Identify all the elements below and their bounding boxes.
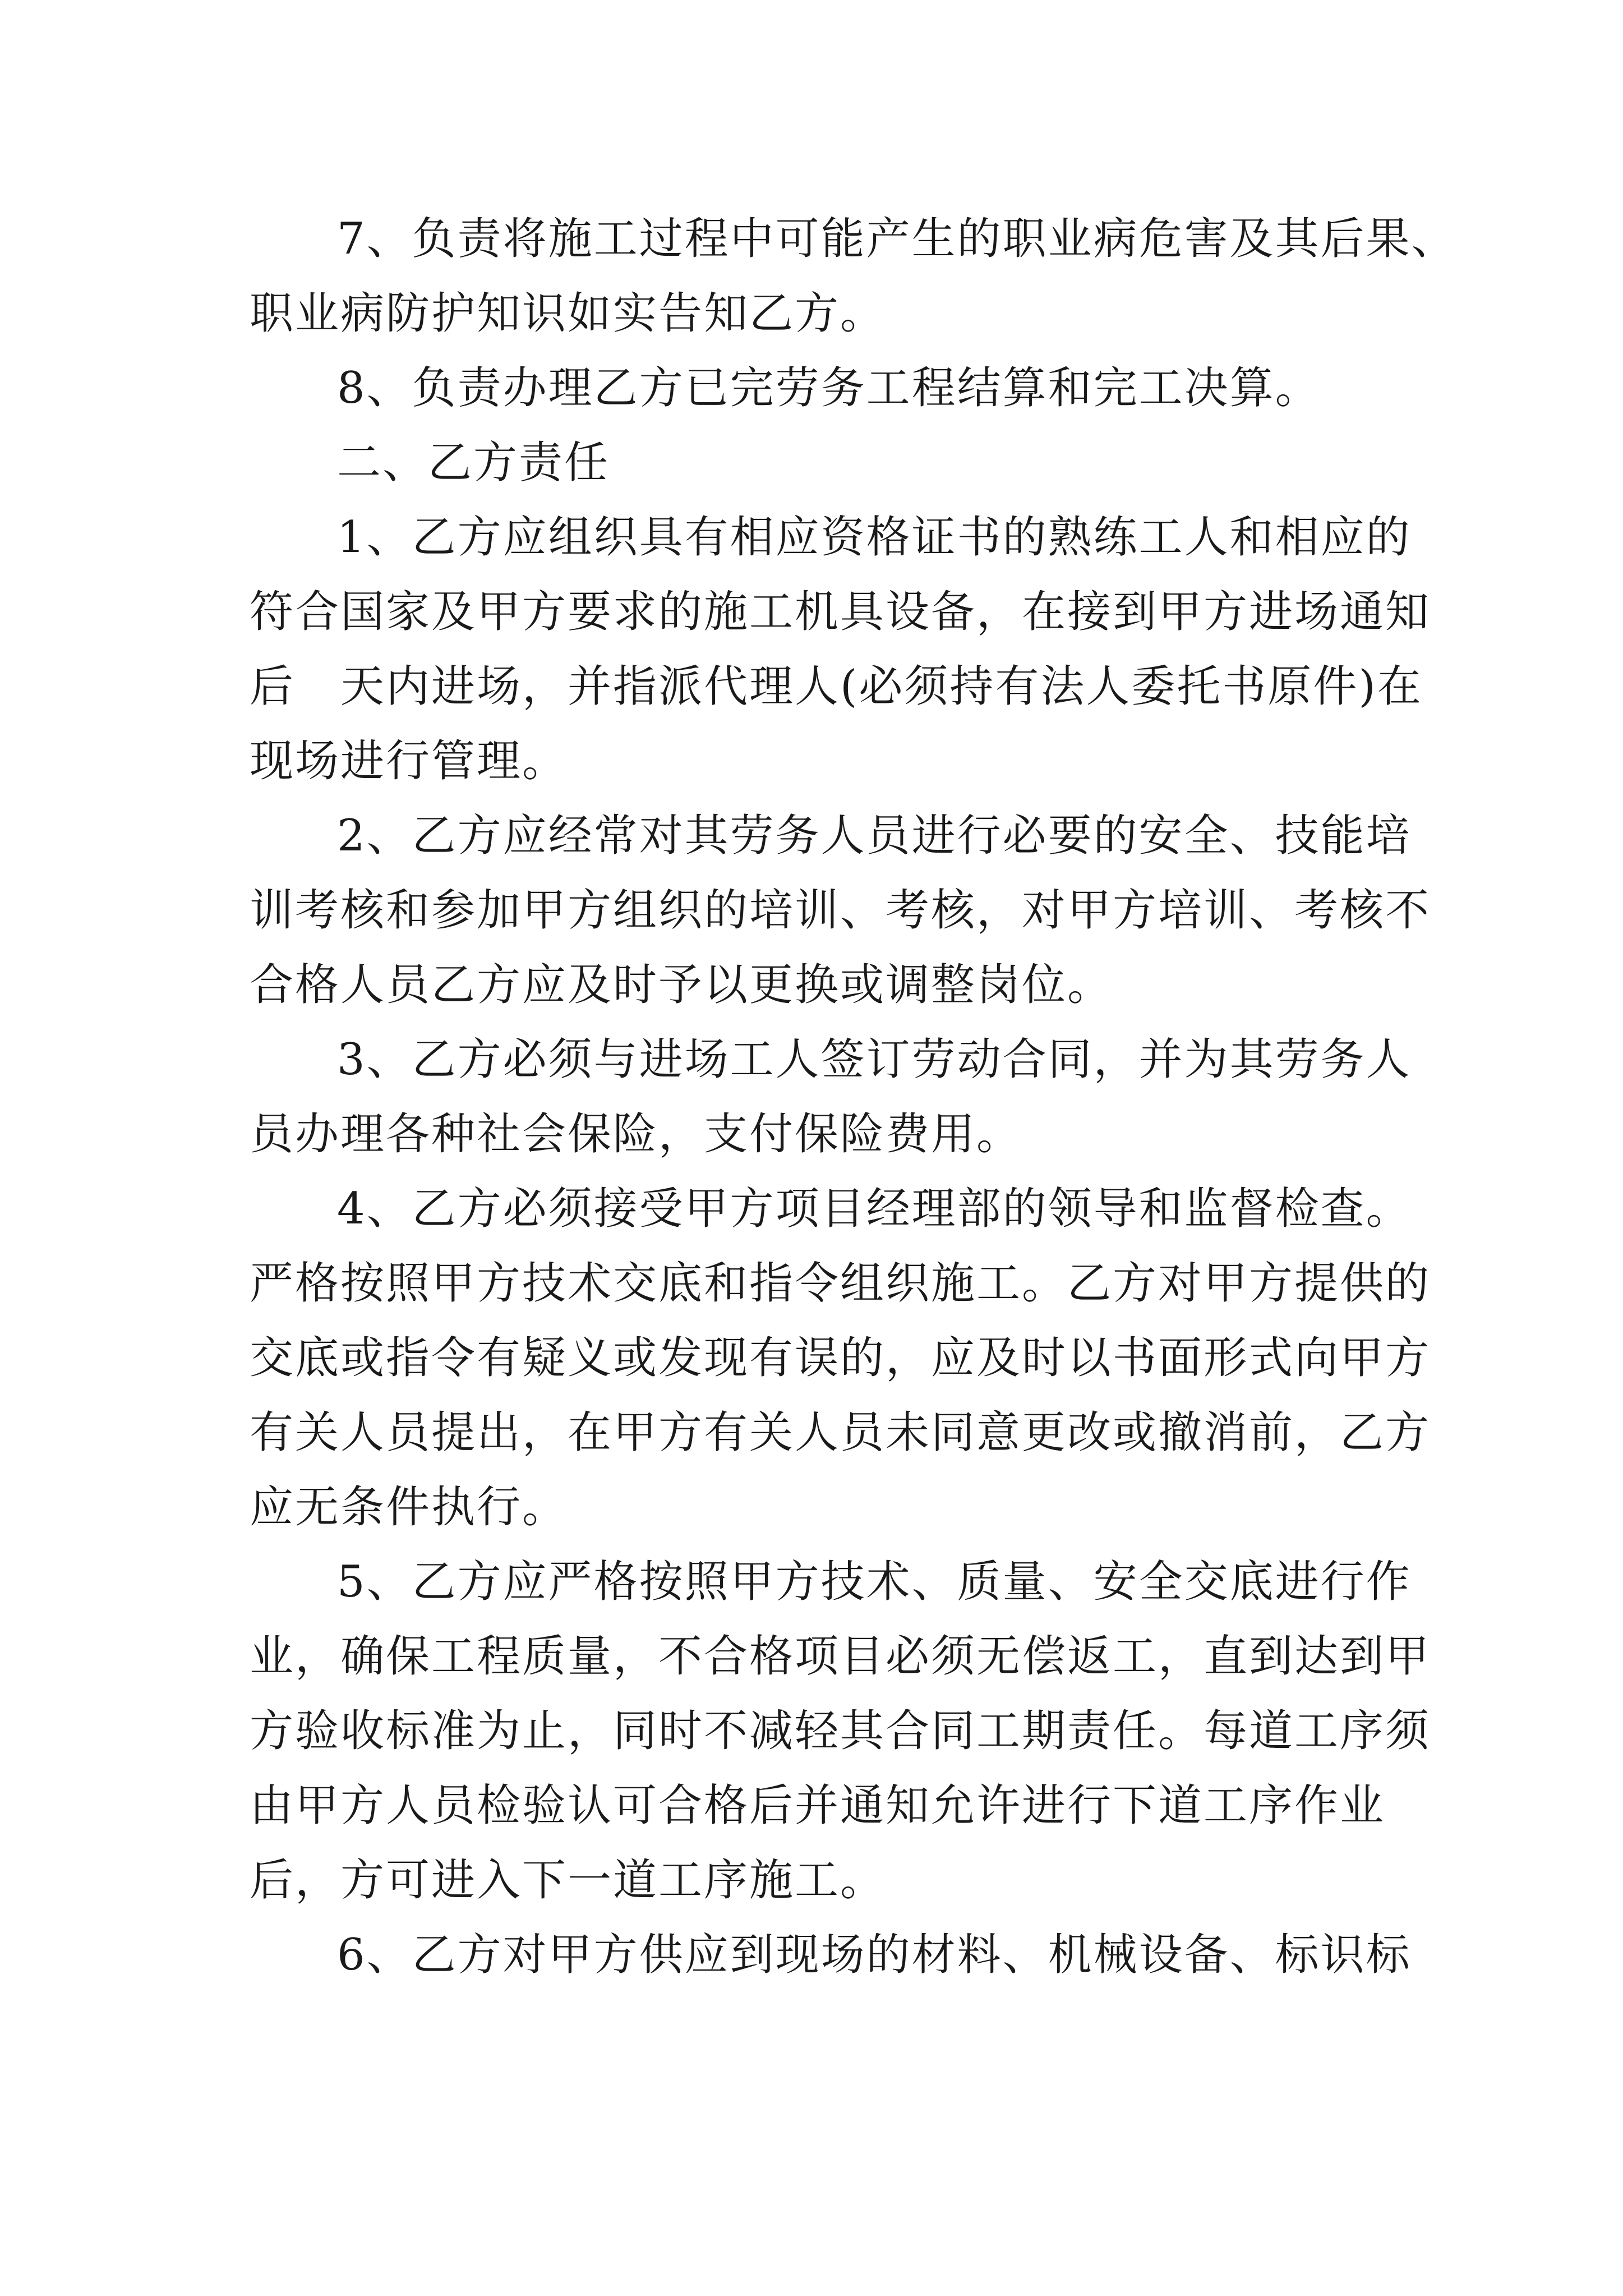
text-line: 5、乙方应严格按照甲方技术、质量、安全交底进行作 [337, 1557, 1412, 1607]
text-line: 有关人员提出，在甲方有关人员未同意更改或撤消前，乙方 [250, 1407, 1431, 1458]
paragraph [250, 799, 1431, 1023]
paragraph [250, 1172, 1431, 1545]
text-line: 由甲方人员检验认可合格后并通知允许进行下道工序作业 [250, 1780, 1386, 1831]
text-line: 严格按照甲方技术交底和指令组织施工。乙方对甲方提供的 [250, 1258, 1431, 1309]
paragraph [250, 426, 1382, 500]
document-body [250, 202, 1457, 1993]
text-line: 3、乙方必须与进场工人签订劳动合同，并为其劳务人 [337, 1034, 1412, 1085]
paragraph [250, 1545, 1431, 1918]
text-line: 6、乙方对甲方供应到现场的材料、机械设备、标识标 [337, 1930, 1412, 1980]
text-line: 符合国家及甲方要求的施工机具设备，在接到甲方进场通知 [250, 587, 1431, 637]
text-line: 后，方可进入下一道工序施工。 [250, 1855, 886, 1906]
text-line: 2、乙方应经常对其劳务人员进行必要的安全、技能培 [337, 811, 1412, 861]
paragraph [250, 1918, 1412, 1993]
text-line: 交底或指令有疑义或发现有误的，应及时以书面形式向甲方 [250, 1333, 1431, 1383]
text-line: 训考核和参加甲方组织的培训、考核，对甲方培训、考核不 [250, 885, 1431, 936]
paragraph [250, 351, 1382, 426]
text-line: 应无条件执行。 [250, 1482, 568, 1533]
text-line: 职业病防护知识如实告知乙方。 [250, 288, 886, 339]
text-line: 业，确保工程质量，不合格项目必须无偿返工，直到达到甲 [250, 1631, 1431, 1682]
paragraph [250, 1023, 1412, 1172]
text-line: 8、负责办理乙方已完劳务工程结算和完工决算。 [337, 363, 1321, 413]
text-line: 二、乙方责任 [337, 438, 610, 488]
text-line: 合格人员乙方应及时予以更换或调整岗位。 [250, 960, 1113, 1010]
text-line: 现场进行管理。 [250, 736, 568, 786]
text-line: 方验收标准为止，同时不减轻其合同工期责任。每道工序须 [250, 1706, 1431, 1756]
text-line: 4、乙方必须接受甲方项目经理部的领导和监督检查。 [337, 1184, 1412, 1234]
text-line: 员办理各种社会保险，支付保险费用。 [250, 1109, 1022, 1159]
paragraph [250, 202, 1457, 351]
paragraph [250, 500, 1431, 799]
text-line: 后 天内进场，并指派代理人(必须持有法人委托书原件)在 [250, 661, 1423, 712]
text-line: 7、负责将施工过程中可能产生的职业病危害及其后果、 [337, 214, 1457, 264]
text-line: 1、乙方应组织具有相应资格证书的熟练工人和相应的 [337, 512, 1412, 563]
